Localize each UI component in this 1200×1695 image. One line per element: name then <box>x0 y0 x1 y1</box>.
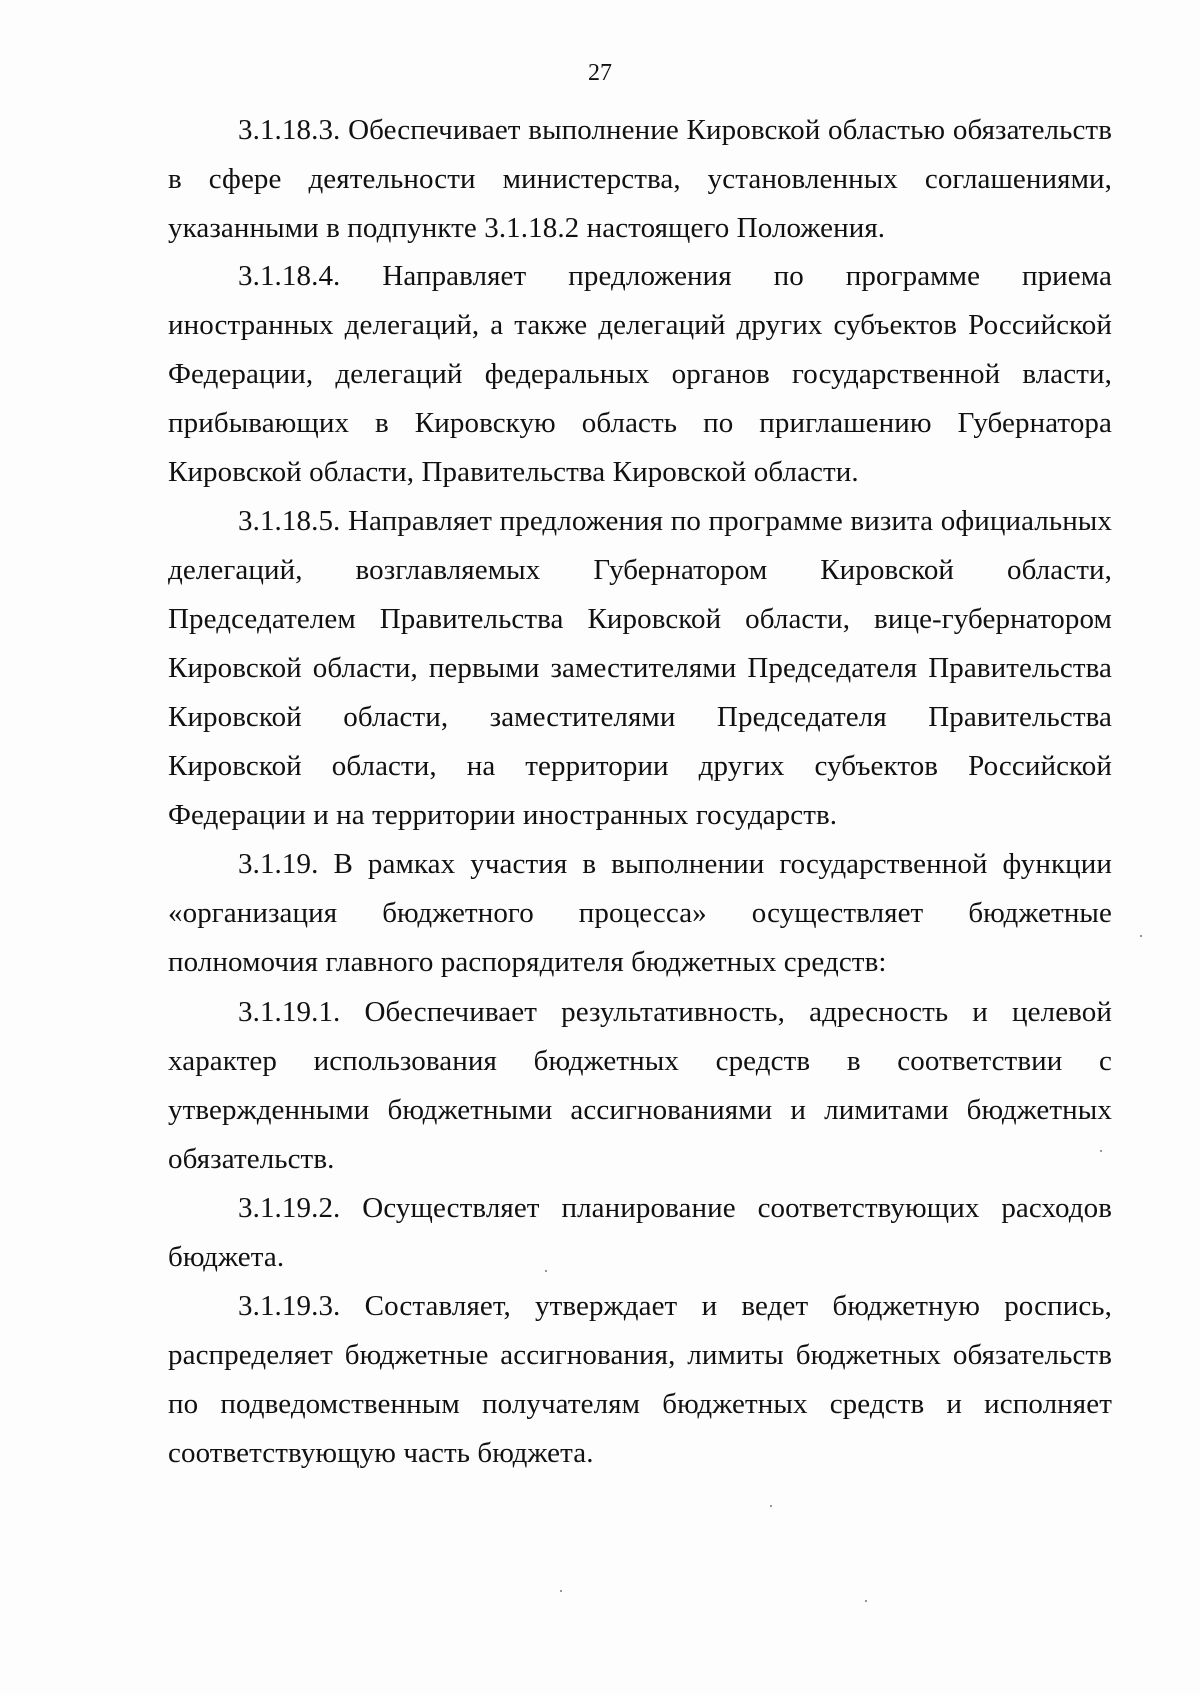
page-number: 27 <box>588 60 612 86</box>
paragraph-3-1-19-3: 3.1.19.3. Составляет, утверждает и ведет бюджетную роспись, распределяет бюджетные ассигнования, лимиты бюджетных обязательств по подведомственным получателям бюджетных средств и исполняет соответствующую часть бюджета. <box>168 1290 1112 1469</box>
paragraph-3-1-19-1: 3.1.19.1. Обеспечивает результативность, адресность и целевой характер использования бюджетных средств в соответствии с утвержденными бюджетными ассигнованиями и лимитами бюджетных обязательств. <box>168 996 1112 1175</box>
paragraph-3-1-19: 3.1.19. В рамках участия в выполнении государственной функции «организация бюджетного процесса» осуществляет бюджетные полномочия главного распорядителя бюджетных средств: <box>168 848 1112 978</box>
paragraph-3-1-18-4: 3.1.18.4. Направляет предложения по программе приема иностранных делегаций, а также делегаций других субъектов Российской Федерации, делегаций федеральных органов государственной власти, прибывающих в Кировскую область по приглашению Губернатора Кировской области, Правительства Кировской области. <box>168 260 1112 488</box>
paragraph-3-1-18-3: 3.1.18.3. Обеспечивает выполнение Кировской областью обязательств в сфере деятельности министерства, установленных соглашениями, указанными в подпункте 3.1.18.2 настоящего Положения. <box>168 114 1112 244</box>
paragraph-3-1-19-2: 3.1.19.2. Осуществляет планирование соответствующих расходов бюджета. <box>168 1192 1112 1273</box>
scan-speck <box>545 1270 547 1272</box>
scan-speck <box>865 1600 867 1602</box>
paragraph-3-1-18-5: 3.1.18.5. Направляет предложения по программе визита официальных делегаций, возглавляемых Губернатором Кировской области, Председателем Правительства Кировской области, вице-губернатором Кировской области, первыми заместителями Председателя Правительства Кировской области, заместителями Председателя Правительства Кировской области, на территории других субъектов Российской Федерации и на территории иностранных государств. <box>168 505 1112 831</box>
scan-speck <box>770 1505 772 1507</box>
scan-speck <box>560 1590 562 1592</box>
scan-speck <box>1140 935 1142 937</box>
scan-speck <box>1100 1150 1102 1152</box>
